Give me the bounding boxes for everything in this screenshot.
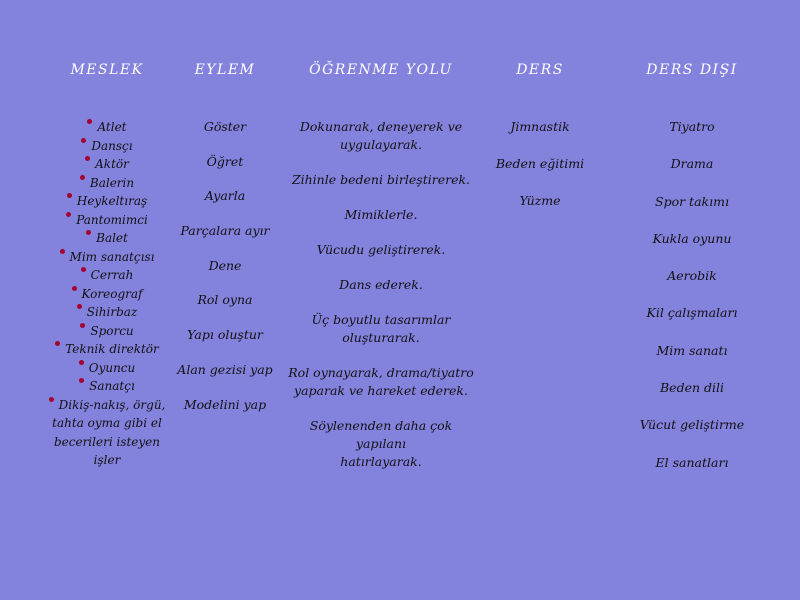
list-item: Koreograf	[44, 285, 170, 304]
header-ders: DERS	[516, 62, 564, 78]
list-item: Kil çalışmaları	[646, 305, 738, 321]
list-item: Dansçı	[44, 137, 170, 156]
list-item: Alan gezisi yap	[177, 361, 273, 377]
column-ders	[488, 60, 592, 229]
list-item: Parçalara ayır	[180, 223, 270, 239]
list-item: Kukla oyunu	[652, 230, 732, 246]
list-item: Göster	[203, 119, 247, 134]
list-item: Sporcu	[44, 322, 170, 341]
list-item: Teknik direktör	[44, 340, 170, 359]
bullet-icon	[81, 138, 86, 143]
bullet-icon	[66, 212, 71, 217]
list-item: Jimnastik	[510, 119, 570, 134]
list-item: Beden dili	[659, 380, 724, 396]
list-item: Spor takımı	[655, 193, 729, 209]
header-eylem: EYLEM	[194, 62, 256, 78]
column-eylem	[175, 60, 275, 430]
list-item: Sihirbaz	[44, 303, 170, 322]
column-ogrenme-yolu	[288, 60, 474, 488]
list-item: Dans ederek.	[339, 277, 423, 292]
bullet-icon	[86, 230, 91, 235]
list-item: Dikiş-nakış, örgü,	[44, 396, 170, 415]
header-ders-disi: DERS DIŞI	[646, 62, 738, 78]
list-item: Pantomimci	[44, 211, 170, 230]
list-item: Dene	[208, 257, 242, 273]
column-ders-disi	[628, 60, 756, 491]
list-item: Rol oynayarak, drama/tiyatro yaparak ve hareket ederek.	[288, 365, 474, 398]
list-meslek	[44, 118, 170, 470]
list-item: Mim sanatçısı	[44, 248, 170, 267]
bullet-icon	[72, 286, 77, 291]
list-item: Yapı oluştur	[187, 327, 263, 343]
list-item: Mimiklerle.	[344, 207, 418, 222]
list-item: Tiyatro	[669, 119, 715, 134]
bullet-icon	[79, 378, 84, 383]
list-item: Aerobik	[667, 268, 717, 284]
column-meslek	[44, 60, 170, 470]
list-item: Aktör	[44, 155, 170, 174]
header-ogrenme-yolu: ÖĞRENME YOLU	[309, 62, 453, 78]
list-item: Zihinle bedeni birleştirerek.	[291, 172, 471, 187]
list-ders-disi	[628, 118, 756, 472]
list-item: Beden eğitimi	[495, 156, 585, 171]
bullet-icon	[55, 341, 60, 346]
bullet-icon	[81, 267, 86, 272]
list-item: Dokunarak, deneyerek ve uygulayarak.	[299, 119, 463, 152]
bullet-icon	[67, 193, 72, 198]
bullet-icon	[79, 360, 84, 365]
list-item: Modelini yap	[183, 396, 267, 412]
list-eylem	[175, 118, 275, 414]
list-item: Sanatçı	[44, 377, 170, 396]
list-item: Oyuncu	[44, 359, 170, 378]
list-item-continuation: becerileri isteyen işler	[53, 434, 161, 467]
list-item-continuation: tahta oyma gibi el	[52, 416, 162, 430]
bullet-icon	[87, 119, 92, 124]
list-item: Söylenenden daha çok yapılanı hatırlayarak.	[309, 418, 453, 469]
list-item: El sanatları	[655, 454, 729, 470]
list-item: Mim sanatı	[656, 342, 728, 358]
bullet-icon	[85, 156, 90, 161]
list-item: Balet	[44, 229, 170, 248]
bullet-icon	[77, 304, 82, 309]
list-item: Drama	[670, 156, 714, 172]
list-item: Heykeltıraş	[44, 192, 170, 211]
list-item: Yüzme	[519, 193, 561, 208]
header-meslek: MESLEK	[70, 62, 144, 78]
bullet-icon	[49, 397, 54, 402]
list-item: Vücudu geliştirerek.	[316, 242, 446, 257]
list-item: Vücut geliştirme	[639, 417, 745, 433]
bullet-icon	[60, 249, 65, 254]
list-item: Öğret	[206, 153, 244, 169]
list-item: Atlet	[44, 118, 170, 137]
list-item: Üç boyutlu tasarımlar oluşturarak.	[311, 312, 451, 345]
bullet-icon	[80, 175, 85, 180]
bullet-icon	[80, 323, 85, 328]
list-item: Ayarla	[204, 188, 246, 204]
list-item: Rol oyna	[197, 292, 253, 308]
list-ogrenme-yolu	[288, 118, 474, 471]
list-ders	[488, 118, 592, 210]
list-item: Cerrah	[44, 266, 170, 285]
list-item: Balerin	[44, 174, 170, 193]
